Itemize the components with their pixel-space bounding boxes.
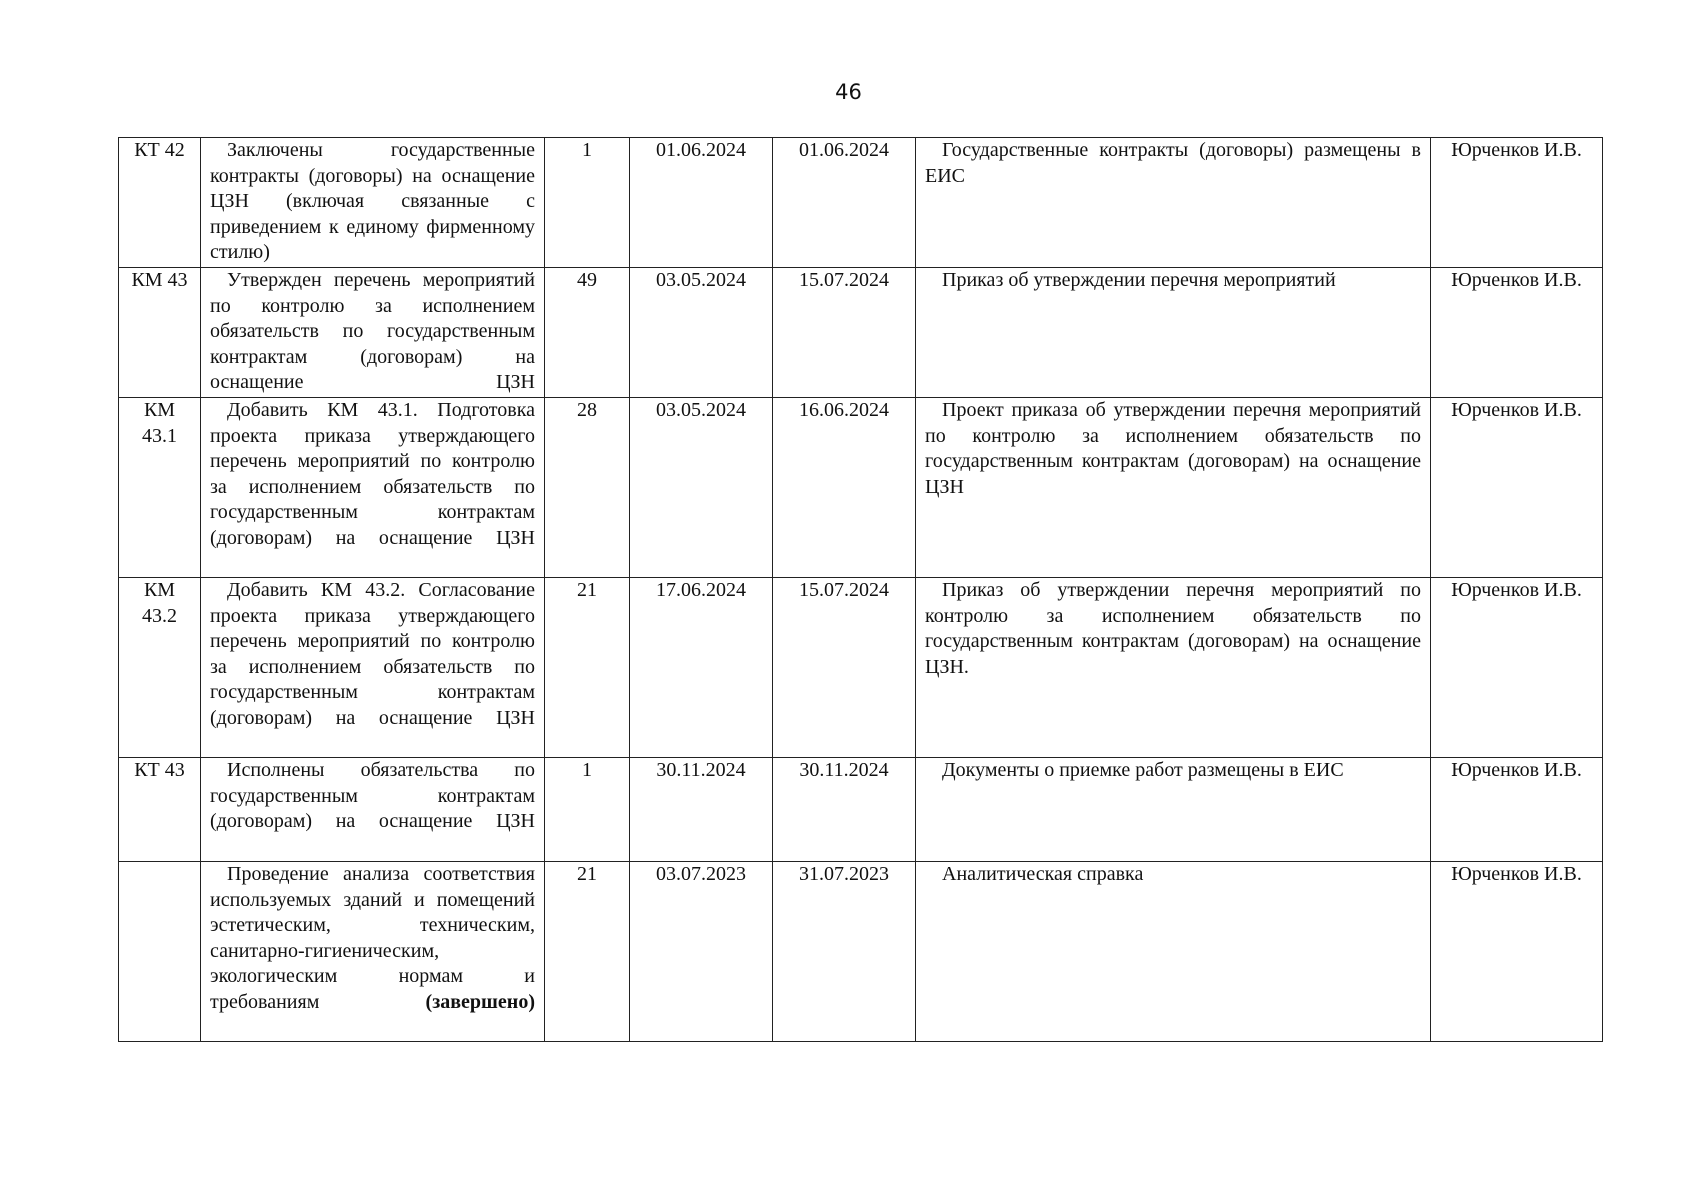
row-code — [119, 862, 201, 1042]
row-result: Документы о приемке работ размещены в ЕИС — [916, 758, 1431, 862]
row-start-date: 17.06.2024 — [630, 578, 773, 758]
row-duration: 1 — [545, 758, 630, 862]
row-end-date: 01.06.2024 — [773, 138, 916, 268]
row-description — [201, 138, 545, 268]
row-responsible: Юрченков И.В. — [1431, 862, 1603, 1042]
row-result: Государственные контракты (договоры) размещены в ЕИС — [916, 138, 1431, 268]
page-number: 46 — [835, 80, 862, 104]
row-result: Приказ об утверждении перечня мероприятий по контролю за исполнением обязательств по государственным контрактам (договорам) на оснащение ЦЗН. — [916, 578, 1431, 758]
table-row — [119, 398, 1603, 578]
row-responsible: Юрченков И.В. — [1431, 138, 1603, 268]
row-duration: 21 — [545, 578, 630, 758]
table-row — [119, 578, 1603, 758]
row-result: Аналитическая справка — [916, 862, 1431, 1042]
row-start-date: 03.05.2024 — [630, 398, 773, 578]
row-end-date: 15.07.2024 — [773, 268, 916, 398]
row-responsible: Юрченков И.В. — [1431, 758, 1603, 862]
row-description — [201, 268, 545, 398]
row-start-date: 03.05.2024 — [630, 268, 773, 398]
row-code: КМ 43.1 — [119, 398, 201, 578]
table-row — [119, 758, 1603, 862]
row-end-date: 31.07.2023 — [773, 862, 916, 1042]
row-end-date: 16.06.2024 — [773, 398, 916, 578]
table-row — [119, 862, 1603, 1042]
row-description — [201, 398, 545, 578]
row-start-date: 30.11.2024 — [630, 758, 773, 862]
row-code: КМ 43 — [119, 268, 201, 398]
row-description-text: Проведение анализа соответствия используемых зданий и помещений эстетическим, техническим, санитарно-гигиеническим, экологическим нормам и требованиям — [210, 863, 535, 1013]
table-row — [119, 138, 1603, 268]
row-code: КТ 42 — [119, 138, 201, 268]
row-description-text: Заключены государственные контракты (договоры) на оснащение ЦЗН (включая связанные с приведением к единому фирменному стилю) — [210, 139, 535, 263]
row-code: КТ 43 — [119, 758, 201, 862]
status-completed-label: (завершено) — [425, 990, 535, 1013]
row-description — [201, 862, 545, 1042]
row-result: Приказ об утверждении перечня мероприятий — [916, 268, 1431, 398]
row-description-text: Исполнены обязательства по государственным контрактам (договорам) на оснащение ЦЗН — [210, 759, 535, 832]
row-duration: 49 — [545, 268, 630, 398]
row-start-date: 03.07.2023 — [630, 862, 773, 1042]
row-duration: 21 — [545, 862, 630, 1042]
row-description-text: Утвержден перечень мероприятий по контролю за исполнением обязательств по государственным контрактам (договорам) на оснащение ЦЗН — [210, 269, 535, 393]
row-description — [201, 578, 545, 758]
table-row — [119, 268, 1603, 398]
row-duration: 28 — [545, 398, 630, 578]
row-responsible: Юрченков И.В. — [1431, 578, 1603, 758]
row-end-date: 15.07.2024 — [773, 578, 916, 758]
row-responsible: Юрченков И.В. — [1431, 268, 1603, 398]
row-duration: 1 — [545, 138, 630, 268]
milestones-table — [118, 137, 1603, 1042]
row-code: КМ 43.2 — [119, 578, 201, 758]
row-start-date: 01.06.2024 — [630, 138, 773, 268]
row-description — [201, 758, 545, 862]
row-description-text: Добавить КМ 43.1. Подготовка проекта приказа утверждающего перечень мероприятий по контролю за исполнением обязательств по государственным контрактам (договорам) на оснащение ЦЗН — [210, 399, 535, 549]
row-responsible: Юрченков И.В. — [1431, 398, 1603, 578]
row-description-text: Добавить КМ 43.2. Согласование проекта приказа утверждающего перечень мероприятий по контролю за исполнением обязательств по государственным контрактам (договорам) на оснащение ЦЗН — [210, 579, 535, 729]
row-end-date: 30.11.2024 — [773, 758, 916, 862]
row-result: Проект приказа об утверждении перечня мероприятий по контролю за исполнением обязательств по государственным контрактам (договорам) на оснащение ЦЗН — [916, 398, 1431, 578]
